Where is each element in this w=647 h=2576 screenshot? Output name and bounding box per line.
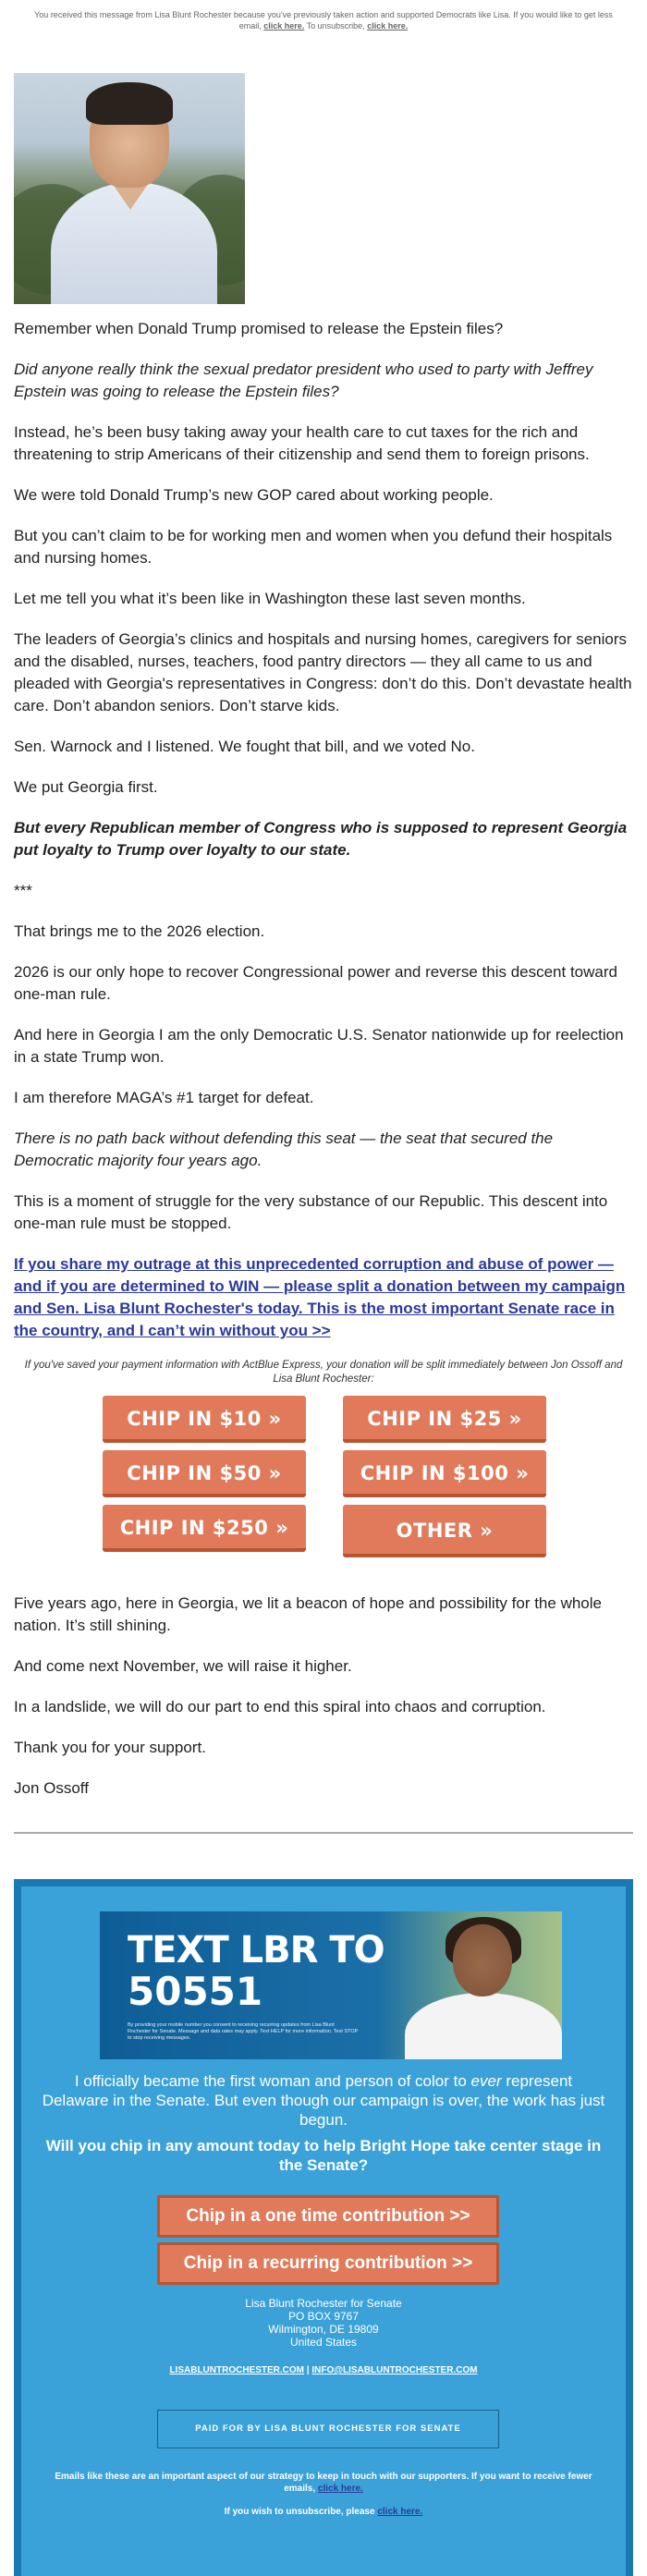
chip-in-50-button[interactable]: CHIP IN $50 » [103, 1450, 306, 1497]
paragraph: I am therefore MAGA’s #1 target for defeat. [14, 1089, 314, 1106]
paragraph: Instead, he’s been busy taking away your health care to cut taxes for the rich and threatening to strip Americans of their citizenship and send them to foreign prisons. [14, 423, 590, 463]
paragraph: We put Georgia first. [14, 778, 158, 796]
address-line: Wilmington, DE 19809 [268, 2323, 379, 2336]
unsubscribe-text: If you wish to unsubscribe, please [224, 2507, 378, 2517]
donation-button-grid [14, 1396, 633, 1585]
preheader [28, 9, 619, 31]
address-line: PO BOX 9767 [287, 2310, 360, 2323]
paragraph: We were told Donald Trump’s new GOP cared about working people. [14, 486, 494, 504]
paragraph: But every Republican member of Congress who is supposed to represent Georgia put loyalty to Trump over loyalty to our state. [14, 819, 628, 859]
footer-frame [14, 1879, 633, 2576]
website-link[interactable]: LISABLUNTROCHESTER.COM [169, 2365, 304, 2375]
email-link[interactable]: INFO@LISABLUNTROCHESTER.COM [311, 2365, 478, 2375]
recurring-contribution-button[interactable]: Chip in a recurring contribution >> [157, 2242, 499, 2285]
divider [14, 1832, 633, 1834]
preheader-mid: To unsubscribe, [304, 21, 368, 31]
paragraph: Remember when Donald Trump promised to release the Epstein files? [14, 320, 504, 337]
fewer-emails-link[interactable]: click here. [317, 2484, 363, 2494]
paragraph: 2026 is our only hope to recover Congressional power and reverse this descent toward one-man rule. [14, 963, 617, 1003]
other-amount-button[interactable]: OTHER » [343, 1505, 546, 1557]
chip-in-10-button[interactable]: CHIP IN $10 » [103, 1396, 306, 1443]
letter-body [14, 318, 633, 1818]
footer-intro-text: I officially became the first woman and person of color to [74, 2072, 471, 2090]
unsubscribe-note [40, 2506, 607, 2518]
paragraph: This is a moment of struggle for the very substance of our Republic. This descent into one-man rule must be stopped. [14, 1192, 608, 1232]
jon-ossoff-photo [14, 73, 245, 304]
address-line: Lisa Blunt Rochester for Senate [245, 2297, 402, 2310]
donate-link-paragraph [14, 1253, 633, 1342]
fewer-emails-note [40, 2471, 607, 2495]
actblue-note: If you've saved your payment information with ActBlue Express, your donation will be split immediately between Jon Ossoff and Lisa Blunt Rochester: [24, 1360, 623, 1385]
paragraph: The leaders of Georgia’s clinics and hospitals and nursing homes, caregivers for seniors and the disabled, nurses, teachers, food pantry directors — they all came to us and pleaded with Georgia's representatives in Congress: don’t do this. Don’t devastate health care. Don’t abandon seniors. Don’t starve kids. [14, 630, 632, 714]
chip-in-100-button[interactable]: CHIP IN $100 » [343, 1450, 546, 1497]
footer-ask: Will you chip in any amount today to help Bright Hope take center stage in the Senate? [45, 2137, 602, 2174]
donate-link[interactable]: If you share my outrage at this unprecedented corruption and abuse of power — and if you are determined to WIN — please split a donation between my campaign and Sen. Lisa Blunt Rochester's today. This is the most important Senate race in the country, and I can’t win without you >> [14, 1255, 626, 1339]
banner-shortcode: 50551 [128, 1969, 263, 2014]
footer-intro-text: represent Delaware in the Senate. But even though our campaign is over, the work has just begun. [42, 2072, 605, 2129]
preheader-text: You received this message from Lisa Blunt Rochester because you've previously taken action and supported Democrats like Lisa. If you would like to get less email, [34, 10, 613, 31]
banner-headline: TEXT LBR TO [128, 1929, 385, 1972]
paragraph: But you can’t claim to be for working men and women when you defund their hospitals and nursing homes. [14, 527, 613, 567]
link-separator: | [304, 2365, 312, 2375]
footer-links [40, 2365, 607, 2376]
paragraph: And come next November, we will raise it higher. [14, 1657, 352, 1675]
paragraph: And here in Georgia I am the only Democratic U.S. Senator nationwide up for reelection in a state Trump won. [14, 1026, 624, 1066]
unsubscribe-link[interactable]: click here. [367, 21, 409, 31]
paragraph: Sen. Warnock and I listened. We fought that bill, and we voted No. [14, 738, 475, 755]
section-separator: *** [14, 882, 32, 899]
address-line: United States [289, 2336, 358, 2349]
footer-unsubscribe-link[interactable]: click here. [377, 2507, 423, 2517]
footer-intro-emphasis: ever [470, 2072, 502, 2090]
signature: Jon Ossoff [14, 1779, 89, 1797]
paragraph: That brings me to the 2026 election. [14, 922, 265, 940]
chip-in-250-button[interactable]: CHIP IN $250 » [103, 1505, 306, 1552]
paragraph: Did anyone really think the sexual predator president who used to party with Jeffrey Epstein was going to release the Epstein files? [14, 360, 593, 400]
footer [21, 1886, 626, 2576]
paragraph: In a landslide, we will do our part to end this spiral into chaos and corruption. [14, 1698, 546, 1715]
paragraph: Let me tell you what it’s been like in Washington these last seven months. [14, 590, 526, 607]
chip-in-25-button[interactable]: CHIP IN $25 » [343, 1396, 546, 1443]
paragraph: There is no path back without defending this seat — the seat that secured the Democratic majority four years ago. [14, 1129, 554, 1169]
paragraph: Five years ago, here in Georgia, we lit a beacon of hope and possibility for the whole nation. It’s still shining. [14, 1594, 602, 1634]
less-email-link[interactable]: click here. [263, 21, 305, 31]
fewer-emails-text: Emails like these are an important aspect of our strategy to keep in touch with our supporters. If you want to receive fewer emails, [55, 2472, 592, 2494]
paragraph: Thank you for your support. [14, 1739, 206, 1756]
paid-for-disclaimer: PAID FOR BY LISA BLUNT ROCHESTER FOR SENATE [157, 2410, 499, 2448]
footer-intro [40, 2071, 607, 2130]
banner-disclaimer: By providing your mobile number you consent to receiving recurring updates from Lisa Blunt Rochester for Senate. Message and data rates may apply. Text HELP for more information. Text STOP to stop receiving messages. [128, 2022, 359, 2041]
text-lbr-banner[interactable] [100, 1911, 562, 2059]
one-time-contribution-button[interactable]: Chip in a one time contribution >> [157, 2195, 499, 2238]
mailing-address [40, 2297, 607, 2349]
